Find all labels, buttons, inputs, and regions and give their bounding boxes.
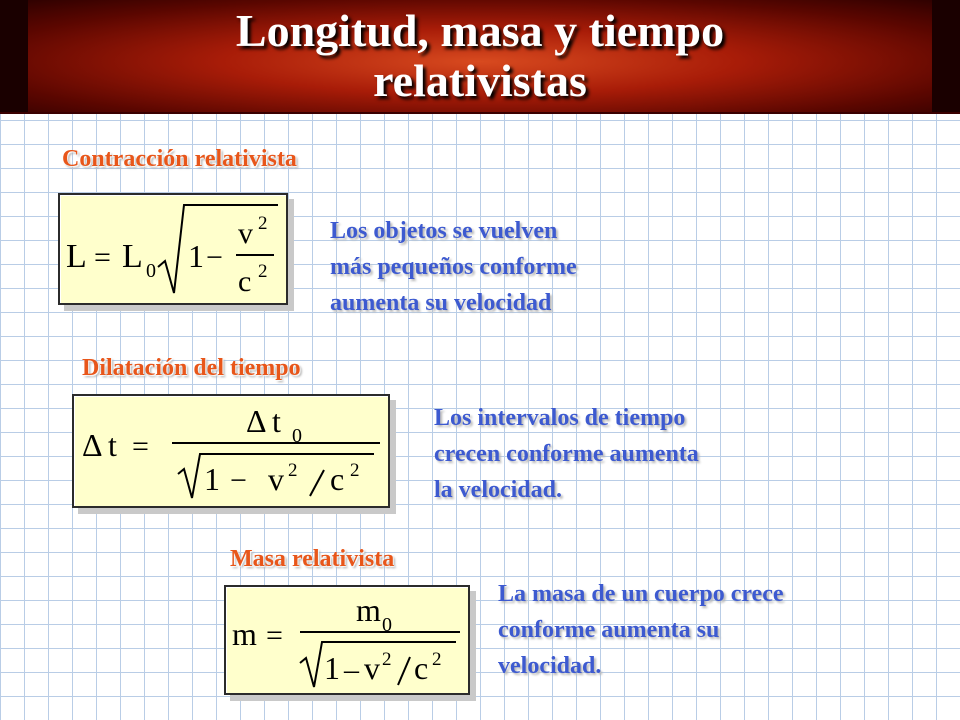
slide-title (0, 6, 960, 106)
formula-relativistic-mass (224, 585, 470, 695)
formula-length-contraction (58, 193, 288, 305)
description-line: aumenta su velocidad (330, 290, 552, 316)
formula-time-minus: − (230, 464, 247, 497)
formula-length-v-exp: 2 (258, 213, 268, 234)
formula-time-one: 1 (204, 461, 220, 497)
formula-mass-c-exp: 2 (432, 649, 442, 670)
formula-length-L0: L (122, 238, 143, 275)
formula-length-eq: = (94, 241, 111, 274)
formula-time-delta: Δ (82, 427, 103, 463)
heading-time-dilation: Dilatación del tiempo (82, 355, 301, 381)
description-line: La masa de un cuerpo crece (498, 581, 784, 607)
formula-mass-c: c (414, 650, 429, 686)
heading-relativistic-mass: Masa relativista (230, 546, 395, 572)
formula-time-c: c (330, 461, 345, 497)
formula-mass-eq: = (266, 619, 283, 652)
formula-length-c: c (238, 265, 252, 298)
formula-length-c-exp: 2 (258, 261, 268, 282)
formula-length-v: v (238, 217, 253, 250)
formula-mass-one: 1 (324, 650, 340, 686)
description-line: conforme aumenta su (498, 617, 720, 643)
formula-time-num-t: t (272, 403, 281, 439)
description-line: más pequeños conforme (330, 254, 577, 280)
formula-mass-num-m: m (356, 592, 381, 628)
formula-length-one: 1 (188, 238, 204, 274)
formula-time-eq: = (132, 430, 149, 463)
formula-time-num-delta: Δ (246, 403, 267, 439)
formula-mass-m: m (232, 616, 257, 652)
formula-time-num-sub0: 0 (292, 425, 302, 447)
description-line: la velocidad. (434, 477, 563, 503)
formula-time-v: v (268, 461, 284, 497)
description-relativistic-mass (498, 576, 784, 684)
slide-title-line-1: Longitud, masa y tiempo (235, 5, 725, 56)
title-bar (0, 0, 960, 114)
description-line: velocidad. (498, 653, 602, 679)
formula-time-t: t (108, 427, 117, 463)
description-line: Los intervalos de tiempo (434, 405, 686, 431)
formula-mass-minus: – (344, 653, 359, 686)
formula-length-minus: − (206, 241, 223, 274)
description-time-dilation (434, 400, 699, 508)
formula-length-L: L (66, 238, 87, 275)
description-length-contraction (330, 213, 577, 321)
formula-mass-v: v (364, 650, 380, 686)
heading-length-contraction: Contracción relativista (62, 146, 297, 172)
formula-time-slash (310, 470, 324, 496)
formula-mass-num-sub0: 0 (382, 614, 392, 636)
formula-mass-slash (398, 657, 410, 685)
formula-time-v-exp: 2 (288, 460, 298, 481)
slide-title-line-2: relativistas (373, 55, 587, 106)
formula-time-c-exp: 2 (350, 460, 360, 481)
formula-length-sub0: 0 (146, 260, 156, 282)
formula-time-dilation (72, 394, 390, 508)
description-line: Los objetos se vuelven (330, 218, 558, 244)
formula-mass-v-exp: 2 (382, 649, 392, 670)
description-line: crecen conforme aumenta (434, 441, 699, 467)
